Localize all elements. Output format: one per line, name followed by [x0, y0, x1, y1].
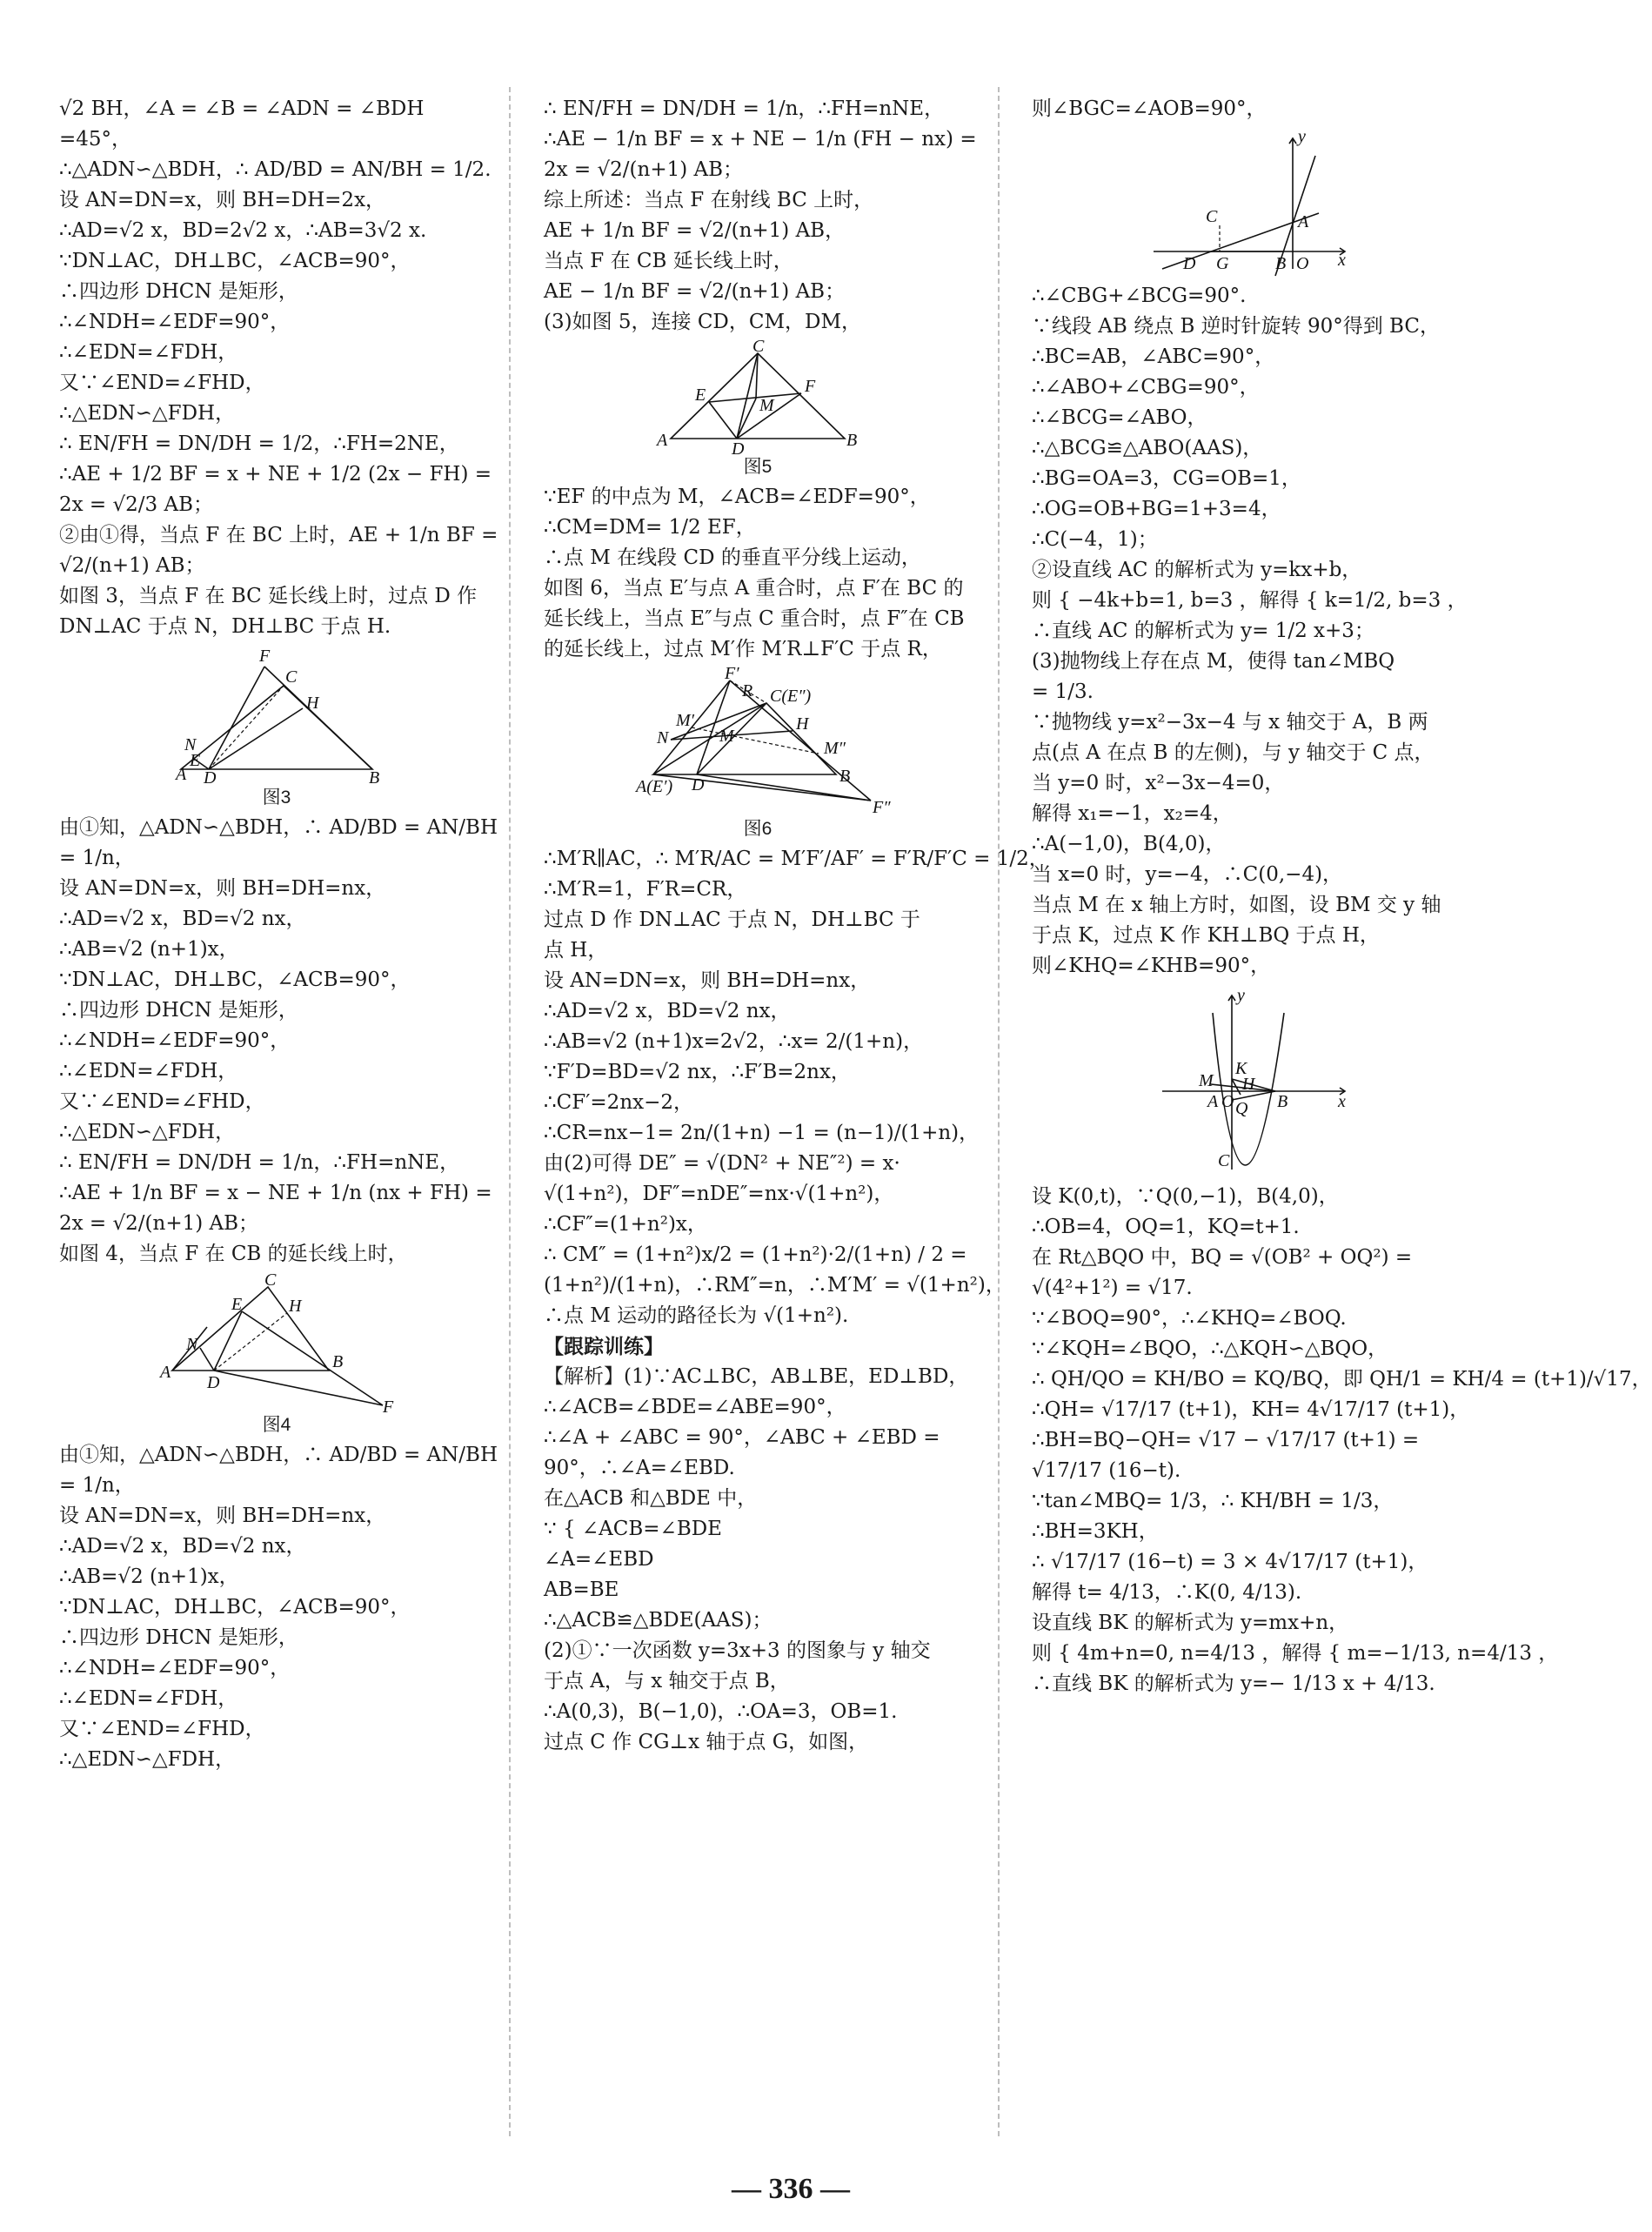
- text-line: 设 AN=DN=x，则 BH=DH=nx，: [544, 969, 871, 992]
- text-line: 又∵∠END=∠FHD，: [59, 372, 265, 394]
- text-line: 则 { −4k+b=1, b=3 ，解得 { k=1/2, b=3 ，: [1032, 589, 1468, 612]
- svg-text:B: B: [369, 768, 380, 788]
- svg-text:C: C: [285, 667, 298, 687]
- svg-text:R: R: [742, 681, 753, 700]
- text-line: ∵线段 AB 绕点 B 逆时针旋转 90°得到 BC，: [1032, 315, 1440, 338]
- text-line: 设 K(0,t)，∵Q(0,−1)，B(4,0)，: [1032, 1185, 1339, 1208]
- svg-text:N: N: [184, 735, 197, 754]
- text-line: ∴∠EDN=∠FDH，: [59, 1060, 238, 1082]
- text-line: ∴ EN/FH = DN/DH = 1/2，∴FH=2NE，: [59, 432, 459, 455]
- text-line: 则 { 4m+n=0, n=4/13 ，解得 { m=−1/13, n=4/13 ，: [1032, 1642, 1559, 1665]
- text-line: 点 H，: [544, 939, 608, 962]
- figure-3: [59, 647, 494, 809]
- text-line: ∴CM=DM= 1/2 EF，: [544, 516, 756, 539]
- text-line: ∴∠EDN=∠FDH，: [59, 341, 238, 364]
- text-line: ∴∠CBG+∠BCG=90°.: [1032, 285, 1247, 307]
- text-line: ∴BH=3KH，: [1032, 1520, 1159, 1543]
- text-line: ∴ CM″ = (1+n²)x/2 = (1+n²)·2/(1+n) / 2 =: [544, 1243, 967, 1266]
- text-line: ∴A(−1,0)，B(4,0)，: [1032, 833, 1226, 855]
- svg-text:D: D: [732, 439, 745, 459]
- text-line: = 1/n，: [59, 847, 135, 869]
- text-line: ∴△EDN∽△FDH，: [59, 402, 236, 425]
- svg-text:M′: M′: [676, 711, 695, 730]
- col2-block-a: [544, 94, 977, 338]
- text-line: ∵tan∠MBQ= 1/3，∴ KH/BH = 1/3，: [1032, 1490, 1394, 1512]
- col1-block-b: [59, 813, 498, 1270]
- svg-text:E: E: [231, 1295, 243, 1314]
- svg-text:x: x: [1338, 1092, 1346, 1111]
- text-line: ∠A=∠EBD: [544, 1548, 654, 1571]
- text-line: ∵ { ∠ACB=∠BDE: [544, 1518, 722, 1540]
- figure-3-caption: 图3: [262, 788, 291, 808]
- text-line: ∴∠NDH=∠EDF=90°，: [59, 1657, 291, 1679]
- text-line: √2 BH，∠A = ∠B = ∠ADN = ∠BDH: [59, 97, 425, 120]
- text-line: (1+n²)/(1+n)，∴RM″=n，∴M′M′ = √(1+n²)，: [544, 1274, 1006, 1297]
- text-line: √2/(n+1) AB；: [59, 554, 205, 577]
- svg-text:M: M: [1199, 1071, 1214, 1090]
- column-divider-left: [509, 87, 511, 2136]
- text-line: 2x = √2/3 AB；: [59, 493, 213, 516]
- col3-block-a: [1032, 94, 1467, 124]
- text-line: 在△ACB 和△BDE 中，: [544, 1487, 758, 1510]
- text-line: 2x = √2/(n+1) AB；: [544, 158, 744, 181]
- svg-text:F′: F′: [725, 664, 739, 683]
- svg-text:A: A: [657, 431, 668, 450]
- text-line: ∴CR=nx−1= 2n/(1+n) −1 = (n−1)/(1+n)，: [544, 1122, 980, 1144]
- svg-text:B: B: [1277, 1092, 1288, 1111]
- text-line: ∴直线 BK 的解析式为 y=− 1/13 x + 4/13.: [1032, 1672, 1435, 1695]
- col2-block-c: [544, 844, 1049, 1331]
- text-line: ∴ EN/FH = DN/DH = 1/n，∴FH=nNE，: [544, 97, 945, 120]
- svg-text:D: D: [207, 1373, 220, 1392]
- text-line: ∴AE − 1/n BF = x + NE − 1/n (FH − nx) =: [544, 128, 977, 151]
- column-2: [544, 94, 1049, 2128]
- text-line: (3)抛物线上存在点 M，使得 tan∠MBQ: [1032, 650, 1395, 673]
- svg-text:N: N: [186, 1335, 198, 1354]
- text-line: = 1/n，: [59, 1474, 135, 1497]
- svg-text:C: C: [264, 1270, 277, 1290]
- text-line: 在 Rt△BQO 中，BQ = √(OB² + OQ²) =: [1032, 1246, 1413, 1269]
- svg-text:K: K: [1235, 1059, 1247, 1078]
- svg-text:H: H: [306, 694, 319, 713]
- text-line: AE + 1/n BF = √2/(n+1) AB，: [544, 219, 846, 242]
- text-line: ∴∠NDH=∠EDF=90°，: [59, 1029, 291, 1052]
- svg-text:O: O: [1221, 1092, 1234, 1111]
- svg-text:H: H: [289, 1297, 302, 1316]
- text-line: ∴AD=√2 x，BD=√2 nx，: [59, 908, 306, 930]
- text-line: ∴∠ABO+∠CBG=90°，: [1032, 376, 1260, 399]
- svg-text:H: H: [796, 714, 809, 734]
- text-line: ②设直线 AC 的解析式为 y=kx+b，: [1032, 559, 1362, 581]
- text-line: 90°，∴∠A=∠EBD.: [544, 1457, 735, 1479]
- text-line: 如图 4，当点 F 在 CB 的延长线上时，: [59, 1243, 408, 1265]
- text-line: ∴BC=AB，∠ABC=90°，: [1032, 345, 1275, 368]
- text-line: ∴△EDN∽△FDH，: [59, 1121, 236, 1143]
- text-line: ∴A(0,3)，B(−1,0)，∴OA=3，OB=1.: [544, 1700, 898, 1723]
- text-line: 设直线 BK 的解析式为 y=mx+n，: [1032, 1612, 1349, 1634]
- col2-block-b: [544, 482, 972, 665]
- text-line: ∴AE + 1/2 BF = x + NE + 1/2 (2x − FH) =: [59, 463, 492, 486]
- svg-text:C: C: [752, 337, 765, 356]
- text-line: 过点 C 作 CG⊥x 轴于点 G，如图，: [544, 1731, 869, 1753]
- svg-text:D: D: [692, 775, 705, 794]
- text-line: ∴AD=√2 x，BD=2√2 x，∴AB=3√2 x.: [59, 219, 427, 242]
- svg-text:B: B: [332, 1352, 344, 1371]
- figure-6: [544, 664, 972, 841]
- text-line: 过点 D 作 DN⊥AC 于点 N，DH⊥BC 于: [544, 908, 920, 931]
- text-line: ∴BH=BQ−QH= √17 − √17/17 (t+1) =: [1032, 1429, 1420, 1451]
- svg-text:x: x: [1338, 251, 1346, 270]
- text-line: ∵F′D=BD=√2 nx，∴F′B=2nx，: [544, 1061, 851, 1083]
- text-line: ∴OB=4，OQ=1，KQ=t+1.: [1032, 1216, 1300, 1238]
- text-line: ∴AB=√2 (n+1)x，: [59, 938, 239, 961]
- text-line: ∵抛物线 y=x²−3x−4 与 x 轴交于 A，B 两: [1032, 711, 1428, 734]
- text-line: 又∵∠END=∠FHD，: [59, 1718, 265, 1740]
- svg-text:A: A: [160, 1363, 171, 1382]
- text-line: ∴AD=√2 x，BD=√2 nx，: [544, 1000, 791, 1022]
- text-line: ∴C(−4，1)；: [1032, 528, 1158, 551]
- svg-text:A(E′): A(E′): [636, 777, 673, 796]
- text-line: 则∠BGC=∠AOB=90°，: [1032, 97, 1267, 120]
- figure-6-caption: 图6: [743, 819, 772, 839]
- text-line: 设 AN=DN=x，则 BH=DH=nx，: [59, 877, 386, 900]
- text-line: (3)如图 5，连接 CD，CM，DM，: [544, 311, 862, 333]
- text-line: ∴点 M 在线段 CD 的垂直平分线上运动，: [544, 546, 921, 569]
- svg-text:Q: Q: [1235, 1099, 1248, 1118]
- figure-4: [59, 1270, 494, 1437]
- text-line: ∴△ADN∽△BDH，∴ AD/BD = AN/BH = 1/2.: [59, 158, 492, 181]
- text-line: 点(点 A 在点 B 的左侧)，与 y 轴交于 C 点，: [1032, 741, 1435, 764]
- text-line: 当点 F 在 CB 延长线上时，: [544, 250, 793, 272]
- figure-4-caption: 图4: [262, 1415, 291, 1435]
- column-1: [59, 94, 498, 2128]
- text-line: ∴ QH/QO = KH/BO = KQ/BQ，即 QH/1 = KH/4 = (t+1)/√17，: [1032, 1368, 1652, 1391]
- page-number: — 336 —: [732, 2173, 850, 2205]
- text-line: √(4²+1²) = √17.: [1032, 1277, 1193, 1299]
- svg-text:D: D: [204, 768, 217, 788]
- svg-text:E: E: [190, 751, 201, 770]
- text-line: 当 y=0 时，x²−3x−4=0，: [1032, 772, 1285, 794]
- col3-block-c: [1032, 1182, 1652, 1699]
- text-line: 于点 K，过点 K 作 KH⊥BQ 于点 H，: [1032, 924, 1380, 947]
- text-line: 延长线上，当点 E″与点 C 重合时，点 F″在 CB: [544, 607, 965, 630]
- text-line: 2x = √2/(n+1) AB；: [59, 1212, 259, 1235]
- col3-block-b: [1032, 281, 1467, 982]
- text-line: 于点 A，与 x 轴交于点 B，: [544, 1670, 790, 1692]
- svg-text:B: B: [1275, 254, 1287, 273]
- svg-text:E: E: [695, 385, 706, 405]
- text-line: ∴M′R=1，F′R=CR，: [544, 878, 747, 901]
- text-line: 的延长线上，过点 M′作 M′R⊥F′C 于点 R，: [544, 638, 942, 660]
- svg-text:y: y: [1298, 127, 1306, 146]
- svg-text:M″: M″: [824, 739, 846, 758]
- text-line: =45°，: [59, 128, 132, 151]
- text-line: ∴∠ACB=∠BDE=∠ABE=90°，: [544, 1396, 846, 1418]
- svg-text:O: O: [1296, 254, 1309, 273]
- column-divider-right: [998, 87, 1000, 2136]
- text-line: √17/17 (16−t).: [1032, 1459, 1181, 1482]
- text-line: ∴点 M 运动的路径长为 √(1+n²).: [544, 1304, 849, 1327]
- text-line: ∴OG=OB+BG=1+3=4，: [1032, 498, 1281, 520]
- text-line: ∴∠EDN=∠FDH，: [59, 1687, 238, 1710]
- text-line: ∴△EDN∽△FDH，: [59, 1748, 236, 1771]
- text-line: 设 AN=DN=x，则 BH=DH=nx，: [59, 1505, 386, 1527]
- column-3: [1032, 94, 1652, 2128]
- text-line: ∴CF′=2nx−2，: [544, 1091, 694, 1114]
- text-line: ∴AD=√2 x，BD=√2 nx，: [59, 1535, 306, 1558]
- text-line: = 1/3.: [1032, 680, 1094, 703]
- svg-text:F: F: [805, 377, 816, 396]
- text-line: 【解析】(1)∵AC⊥BC，AB⊥BE，ED⊥BD，: [544, 1365, 969, 1388]
- text-line: 如图 6，当点 E′与点 A 重合时，点 F′在 BC 的: [544, 577, 964, 600]
- text-line: 解得 x₁=−1，x₂=4，: [1032, 802, 1233, 825]
- parabola-figure: [1032, 987, 1467, 1178]
- svg-text:y: y: [1237, 986, 1245, 1005]
- col1-block-a: [59, 94, 498, 642]
- svg-text:G: G: [1216, 254, 1229, 273]
- text-line: ∴四边形 DHCN 是矩形，: [59, 280, 298, 303]
- figure-6-diagram: [619, 664, 897, 818]
- svg-text:B: B: [846, 431, 858, 450]
- text-line: 解得 t= 4/13，∴K(0, 4/13).: [1032, 1581, 1302, 1604]
- svg-text:A: A: [176, 765, 187, 784]
- svg-text:D: D: [1183, 254, 1196, 273]
- text-line: ②由①得，当点 F 在 BC 上时，AE + 1/n BF =: [59, 524, 498, 546]
- text-line: 当点 M 在 x 轴上方时，如图，设 BM 交 y 轴: [1032, 894, 1441, 916]
- text-line: ∵∠KQH=∠BQO，∴△KQH∽△BQO，: [1032, 1337, 1388, 1360]
- text-line: ∵EF 的中点为 M，∠ACB=∠EDF=90°，: [544, 486, 930, 508]
- text-line: ∴△BCG≌△ABO(AAS)，: [1032, 437, 1263, 459]
- col2-block-d: [544, 1362, 972, 1758]
- text-line: ∴CF″=(1+n²)x，: [544, 1213, 707, 1236]
- text-line: AB=BE: [544, 1578, 619, 1601]
- figure-3-diagram: [164, 647, 390, 787]
- svg-text:A: A: [1298, 212, 1309, 231]
- text-line: 由①知，△ADN∽△BDH，∴ AD/BD = AN/BH: [59, 1444, 498, 1466]
- text-line: ∴AB=√2 (n+1)x=2√2，∴x= 2/(1+n)，: [544, 1030, 924, 1053]
- text-line: ∵DN⊥AC，DH⊥BC，∠ACB=90°，: [59, 969, 411, 991]
- svg-text:C: C: [1206, 207, 1218, 226]
- figure-5-caption: 图5: [743, 457, 772, 477]
- text-line: DN⊥AC 于点 N，DH⊥BC 于点 H.: [59, 615, 391, 638]
- section-title: 【跟踪训练】: [544, 1335, 664, 1357]
- svg-text:C: C: [1218, 1151, 1230, 1170]
- text-line: ∴AE + 1/n BF = x − NE + 1/n (nx + FH) =: [59, 1182, 492, 1204]
- text-line: ∴四边形 DHCN 是矩形，: [59, 1626, 298, 1649]
- svg-text:A: A: [1207, 1092, 1219, 1111]
- text-line: ∴ √17/17 (16−t) = 3 × 4√17/17 (t+1)，: [1032, 1551, 1428, 1573]
- text-line: ∴AB=√2 (n+1)x，: [59, 1565, 239, 1588]
- svg-text:C(E″): C(E″): [770, 687, 812, 706]
- svg-text:B: B: [839, 767, 851, 786]
- svg-text:F″: F″: [873, 798, 891, 817]
- text-line: AE − 1/n BF = √2/(n+1) AB；: [544, 280, 846, 303]
- text-line: ∴△ACB≌△BDE(AAS)；: [544, 1609, 772, 1632]
- text-line: ∵DN⊥AC，DH⊥BC，∠ACB=90°，: [59, 1596, 411, 1619]
- parabola-figure-diagram: [1145, 987, 1354, 1178]
- text-line: 当 x=0 时，y=−4，∴C(0,−4)，: [1032, 863, 1343, 886]
- svg-text:F: F: [383, 1398, 394, 1417]
- coordinate-figure-1-diagram: [1145, 127, 1354, 278]
- text-line: 设 AN=DN=x，则 BH=DH=2x，: [59, 189, 386, 211]
- svg-text:M: M: [719, 727, 734, 746]
- text-line: (2)①∵一次函数 y=3x+3 的图象与 y 轴交: [544, 1639, 931, 1662]
- text-line: 由(2)可得 DE″ = √(DN² + NE″²) = x·: [544, 1152, 900, 1175]
- col1-block-c: [59, 1440, 498, 1775]
- text-line: ∴直线 AC 的解析式为 y= 1/2 x+3；: [1032, 620, 1374, 642]
- figure-5: [544, 337, 972, 479]
- text-line: 如图 3，当点 F 在 BC 延长线上时，过点 D 作: [59, 585, 478, 607]
- text-line: ∵DN⊥AC，DH⊥BC，∠ACB=90°，: [59, 250, 411, 272]
- svg-text:N: N: [657, 728, 669, 747]
- text-line: √(1+n²)，DF″=nDE″=nx·√(1+n²)，: [544, 1183, 894, 1205]
- figure-4-diagram: [155, 1270, 398, 1417]
- coordinate-figure-1: [1032, 127, 1467, 278]
- svg-text:M: M: [759, 396, 774, 415]
- text-line: ∴QH= √17/17 (t+1)，KH= 4√17/17 (t+1)，: [1032, 1398, 1470, 1421]
- text-line: ∴∠BCG=∠ABO，: [1032, 406, 1207, 429]
- text-line: ∴BG=OA=3，CG=OB=1，: [1032, 467, 1301, 490]
- svg-text:H: H: [1242, 1075, 1255, 1094]
- text-line: ∴四边形 DHCN 是矩形，: [59, 999, 298, 1022]
- text-line: 综上所述：当点 F 在射线 BC 上时，: [544, 189, 874, 211]
- text-line: ∵∠BOQ=90°，∴∠KHQ=∠BOQ.: [1032, 1307, 1347, 1330]
- text-line: ∴∠A + ∠ABC = 90°，∠ABC + ∠EBD =: [544, 1426, 940, 1449]
- text-line: ∴ EN/FH = DN/DH = 1/n，∴FH=nNE，: [59, 1151, 460, 1174]
- svg-text:F: F: [259, 647, 271, 666]
- text-line: 由①知，△ADN∽△BDH，∴ AD/BD = AN/BH: [59, 816, 498, 839]
- text-line: 则∠KHQ=∠KHB=90°，: [1032, 955, 1271, 977]
- text-line: 又∵∠END=∠FHD，: [59, 1090, 265, 1113]
- text-line: ∴∠NDH=∠EDF=90°，: [59, 311, 291, 333]
- text-line: ∴M′R∥AC，∴ M′R/AC = M′F′/AF′ = F′R/F′C = 1/2，: [544, 848, 1049, 870]
- figure-5-diagram: [653, 337, 862, 459]
